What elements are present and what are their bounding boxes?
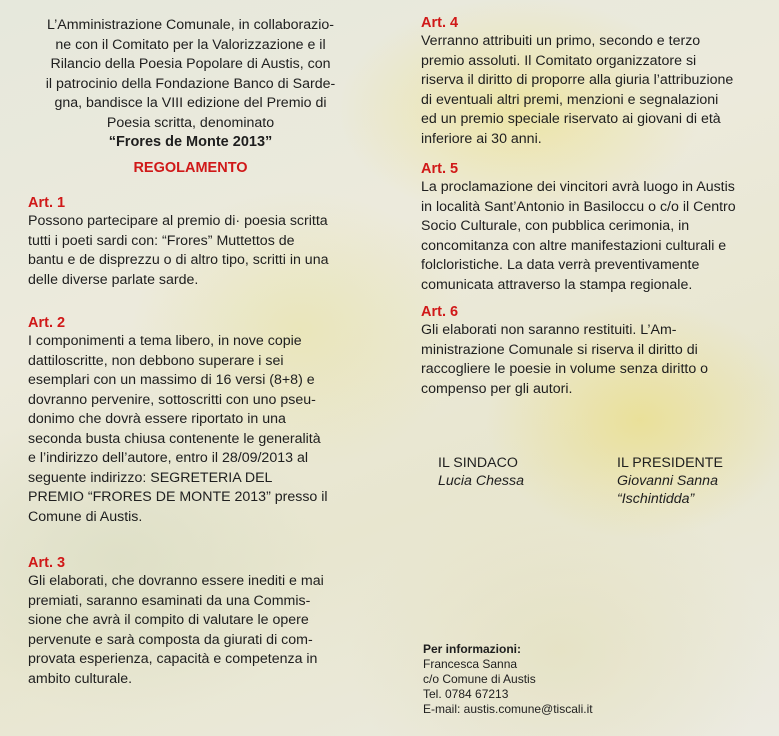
contact-line: Tel. 0784 67213 <box>423 687 509 701</box>
intro-line: Poesia scritta, denominato <box>106 114 275 131</box>
intro-line: Rilancio della Poesia Popolare di Austis, con <box>50 56 331 72</box>
article-3-heading: Art. 3 <box>28 555 66 571</box>
sindaco-signature <box>438 454 524 490</box>
article-line: ambito culturale. <box>28 670 133 687</box>
article-line: Comune di Austis. <box>28 508 143 525</box>
article-line: sione che avrà il compito di valutare le opere <box>28 612 309 628</box>
article-line: I componimenti a tema libero, in nove copie <box>28 333 302 349</box>
article-6-heading: Art. 6 <box>421 304 459 320</box>
article-line: folcloristiche. La data verrà preventivamente <box>421 257 700 273</box>
article-line: in località Sant’Antonio in Basiloccu o c/o il Centro <box>421 198 736 215</box>
article-3-body <box>28 572 353 689</box>
article-4-heading: Art. 4 <box>421 15 459 31</box>
intro-line: il patrocinio della Fondazione Banco di Sarde- <box>45 75 336 92</box>
article-line: Verranno attribuiti un primo, secondo e terzo <box>421 33 701 49</box>
article-4-body <box>421 32 765 149</box>
article-line: delle diverse parlate sarde. <box>28 271 199 288</box>
article-2-heading: Art. 2 <box>28 315 66 331</box>
intro-line: ne con il Comitato per la Valorizzazione e il <box>55 36 326 53</box>
presidente-nickname: “Ischintidda” <box>617 491 695 507</box>
article-line: comunicata attraverso la stampa regionale. <box>421 276 693 293</box>
article-line: di eventuali altri premi, menzioni e segnalazioni <box>421 91 719 108</box>
article-line: dovranno pervenire, sottoscritti con uno pseu- <box>28 391 316 408</box>
article-line: inferiore ai 30 anni. <box>421 130 542 147</box>
article-line: Gli elaborati, che dovranno essere inediti e mai <box>28 573 324 589</box>
article-line: bantu e de disprezzu o di altro tipo, scritti in una <box>28 252 329 268</box>
contest-title: “Frores de Monte 2013” <box>108 134 273 150</box>
article-line: dattiloscritte, non debbono superare i sei <box>28 352 284 369</box>
contact-line: c/o Comune di Austis <box>423 672 536 686</box>
article-line: riserva il diritto di proporre alla giuria l’attribuzione <box>421 72 734 88</box>
intro-paragraph <box>28 16 353 153</box>
article-line: premiati, saranno esaminati da una Commis- <box>28 592 311 609</box>
article-line: e l’indirizzo dell’autore, entro il 28/09/2013 al <box>28 450 308 466</box>
article-line: Possono partecipare al premio di· poesia scritta <box>28 213 328 229</box>
contact-info <box>423 642 593 717</box>
article-1-body <box>28 212 353 290</box>
contact-line: Francesca Sanna <box>423 657 518 671</box>
article-line: compenso per gli autori. <box>421 380 573 397</box>
presidente-name: Giovanni Sanna <box>617 473 718 489</box>
article-line: seguente indirizzo: SEGRETERIA DEL <box>28 469 273 486</box>
intro-line: L’Amministrazione Comunale, in collaborazio- <box>46 17 335 33</box>
article-line: ed un premio speciale riservato ai giovani di età <box>421 111 721 127</box>
sindaco-role: IL SINDACO <box>438 455 518 471</box>
article-line: La proclamazione dei vincitori avrà luogo in Austis <box>421 179 735 195</box>
regolamento-heading: REGOLAMENTO <box>133 160 248 176</box>
article-line: premio assoluti. Il Comitato organizzatore si <box>421 52 697 69</box>
sindaco-name: Lucia Chessa <box>438 473 524 489</box>
article-line: seconda busta chiusa contenente le generalità <box>28 430 321 447</box>
article-line: raccogliere le poesie in volume senza diritto o <box>421 361 709 377</box>
article-line: PREMIO “FRORES DE MONTE 2013” presso il <box>28 489 328 505</box>
article-5-heading: Art. 5 <box>421 161 459 177</box>
article-line: donimo che dovrà essere riportato in una <box>28 411 286 427</box>
presidente-signature <box>617 454 723 508</box>
article-1-heading: Art. 1 <box>28 195 66 211</box>
article-line: concomitanza con altre manifestazioni culturali e <box>421 237 727 254</box>
presidente-role: IL PRESIDENTE <box>617 455 723 471</box>
article-line: Gli elaborati non saranno restituiti. L’Am- <box>421 322 677 338</box>
intro-line: gna, bandisce la VIII edizione del Premio di <box>54 95 327 111</box>
article-5-body <box>421 178 765 295</box>
article-line: Socio Culturale, con pubblica cerimonia, in <box>421 218 690 234</box>
article-line: pervenute e sarà composta da giurati di com- <box>28 631 313 648</box>
article-line: provata esperienza, capacità e competenza in <box>28 651 318 667</box>
article-line: tutti i poeti sardi con: “Frores” Muttettos de <box>28 232 295 249</box>
article-line: esemplari con un massimo di 16 versi (8+8) e <box>28 372 315 388</box>
contact-email: E-mail: austis.comune@tiscali.it <box>423 702 593 716</box>
article-line: ministrazione Comunale si riserva il diritto di <box>421 341 698 358</box>
contact-heading: Per informazioni: <box>423 642 522 656</box>
article-6-body <box>421 321 765 399</box>
article-2-body <box>28 332 353 527</box>
